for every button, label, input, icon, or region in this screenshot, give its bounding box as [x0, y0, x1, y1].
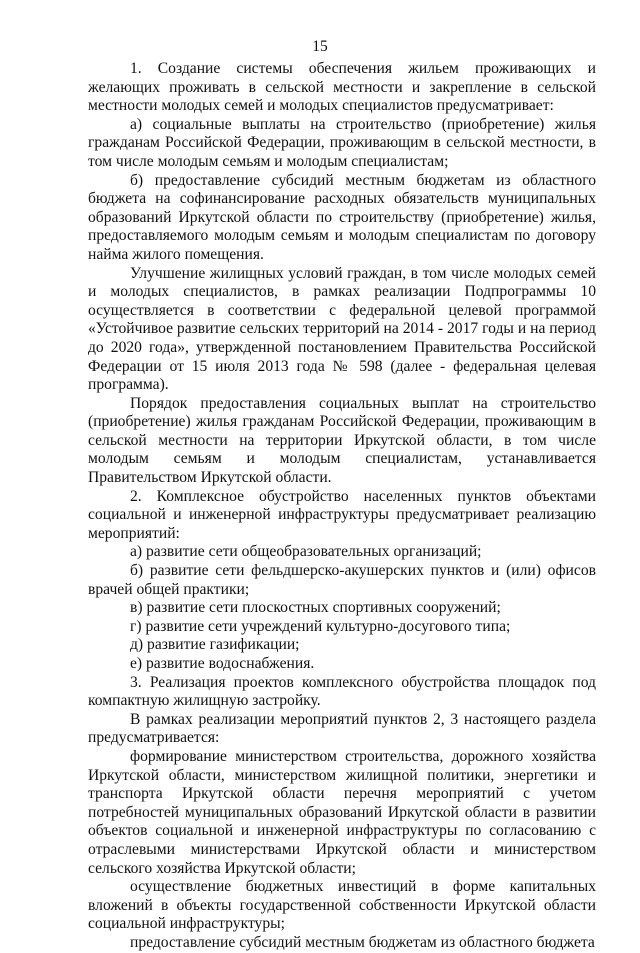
list-item-2e: е) развитие водоснабжения.	[130, 655, 315, 672]
paragraph-subsidies: предоставление субсидий местным бюджетам из областного бюджета	[130, 933, 595, 951]
page-number: 15	[312, 38, 328, 55]
paragraph-implementation: В рамках реализации мероприятий пунктов 2, 3 настоящего раздела предусматривается:	[88, 710, 596, 747]
document-body	[88, 60, 596, 953]
paragraph-formation: формирование министерством строительства, дорожного хозяйства Иркутской области, министерством жилищной политики, энергетики и транспорта Иркутской области перечня мероприятий с учетом потребностей муниципальных образований Иркутской области в развитии объектов социальной и инженерной инфраструктуры по согласованию с отраслевыми министерствами Иркутской области и министерством сельского хозяйства Иркутской области;	[88, 747, 596, 877]
paragraph-3: 3. Реализация проектов комплексного обустройства площадок под компактную жилищную застройку.	[88, 673, 596, 710]
list-item-2b: б) развитие сети фельдшерско-акушерских пунктов и (или) офисов врачей общей практики;	[88, 562, 596, 598]
paragraph-2: 2. Комплексное обустройство населенных пунктов объектами социальной и инженерной инфраструктуры предусматривает реализацию мероприятий:	[88, 487, 596, 542]
list-item-2v: в) развитие сети плоскостных спортивных сооружений;	[130, 599, 501, 617]
list-item-2g: г) развитие сети учреждений культурно-досугового типа;	[130, 617, 511, 635]
list-item-2d: д) развитие газификации;	[130, 636, 300, 654]
paragraph-1b: б) предоставление субсидий местным бюджетам из областного бюджета на софинансирование расходных обязательств муниципальных образований Иркутской области по строительству (приобретение) жилья, предоставляемого молодым семьям и молодым специалистам по договору найма жилого помещения.	[88, 171, 596, 263]
paragraph-1a: а) социальные выплаты на строительство (приобретение) жилья гражданам Российской Федерации, проживающим в сельской местности, в том числе молодым семьям и молодым специалистам;	[88, 115, 596, 170]
paragraph-housing-improvement: Улучшение жилищных условий граждан, в том числе молодых семей и молодых специалистов, в рамках реализации Подпрограммы 10 осуществляется в соответствии с федеральной целевой программой «Устойчивое развитие сельских территорий на 2014 - 2017 годы и на период до 2020 года», утвержденной постановлением Правительства Российской Федерации от 15 июля 2013 года № 598 (далее - федеральная целевая программа).	[88, 264, 596, 394]
paragraph-1: 1. Создание системы обеспечения жильем проживающих и желающих проживать в сельской местности и закрепление в сельской местности молодых семей и молодых специалистов предусматривает:	[88, 60, 596, 115]
list-item-2a: а) развитие сети общеобразовательных организаций;	[130, 543, 482, 561]
paragraph-payment-procedure: Порядок предоставления социальных выплат на строительство (приобретение) жилья гражданам Российской Федерации, проживающим в сельской местности на территории Иркутской области, в том числе молодым семьям и молодым специалистам, устанавливается Правительством Иркутской области.	[88, 394, 596, 487]
paragraph-investments: осуществление бюджетных инвестиций в форме капитальных вложений в объекты государственной собственности Иркутской области социальной инфраструктуры;	[88, 878, 596, 933]
